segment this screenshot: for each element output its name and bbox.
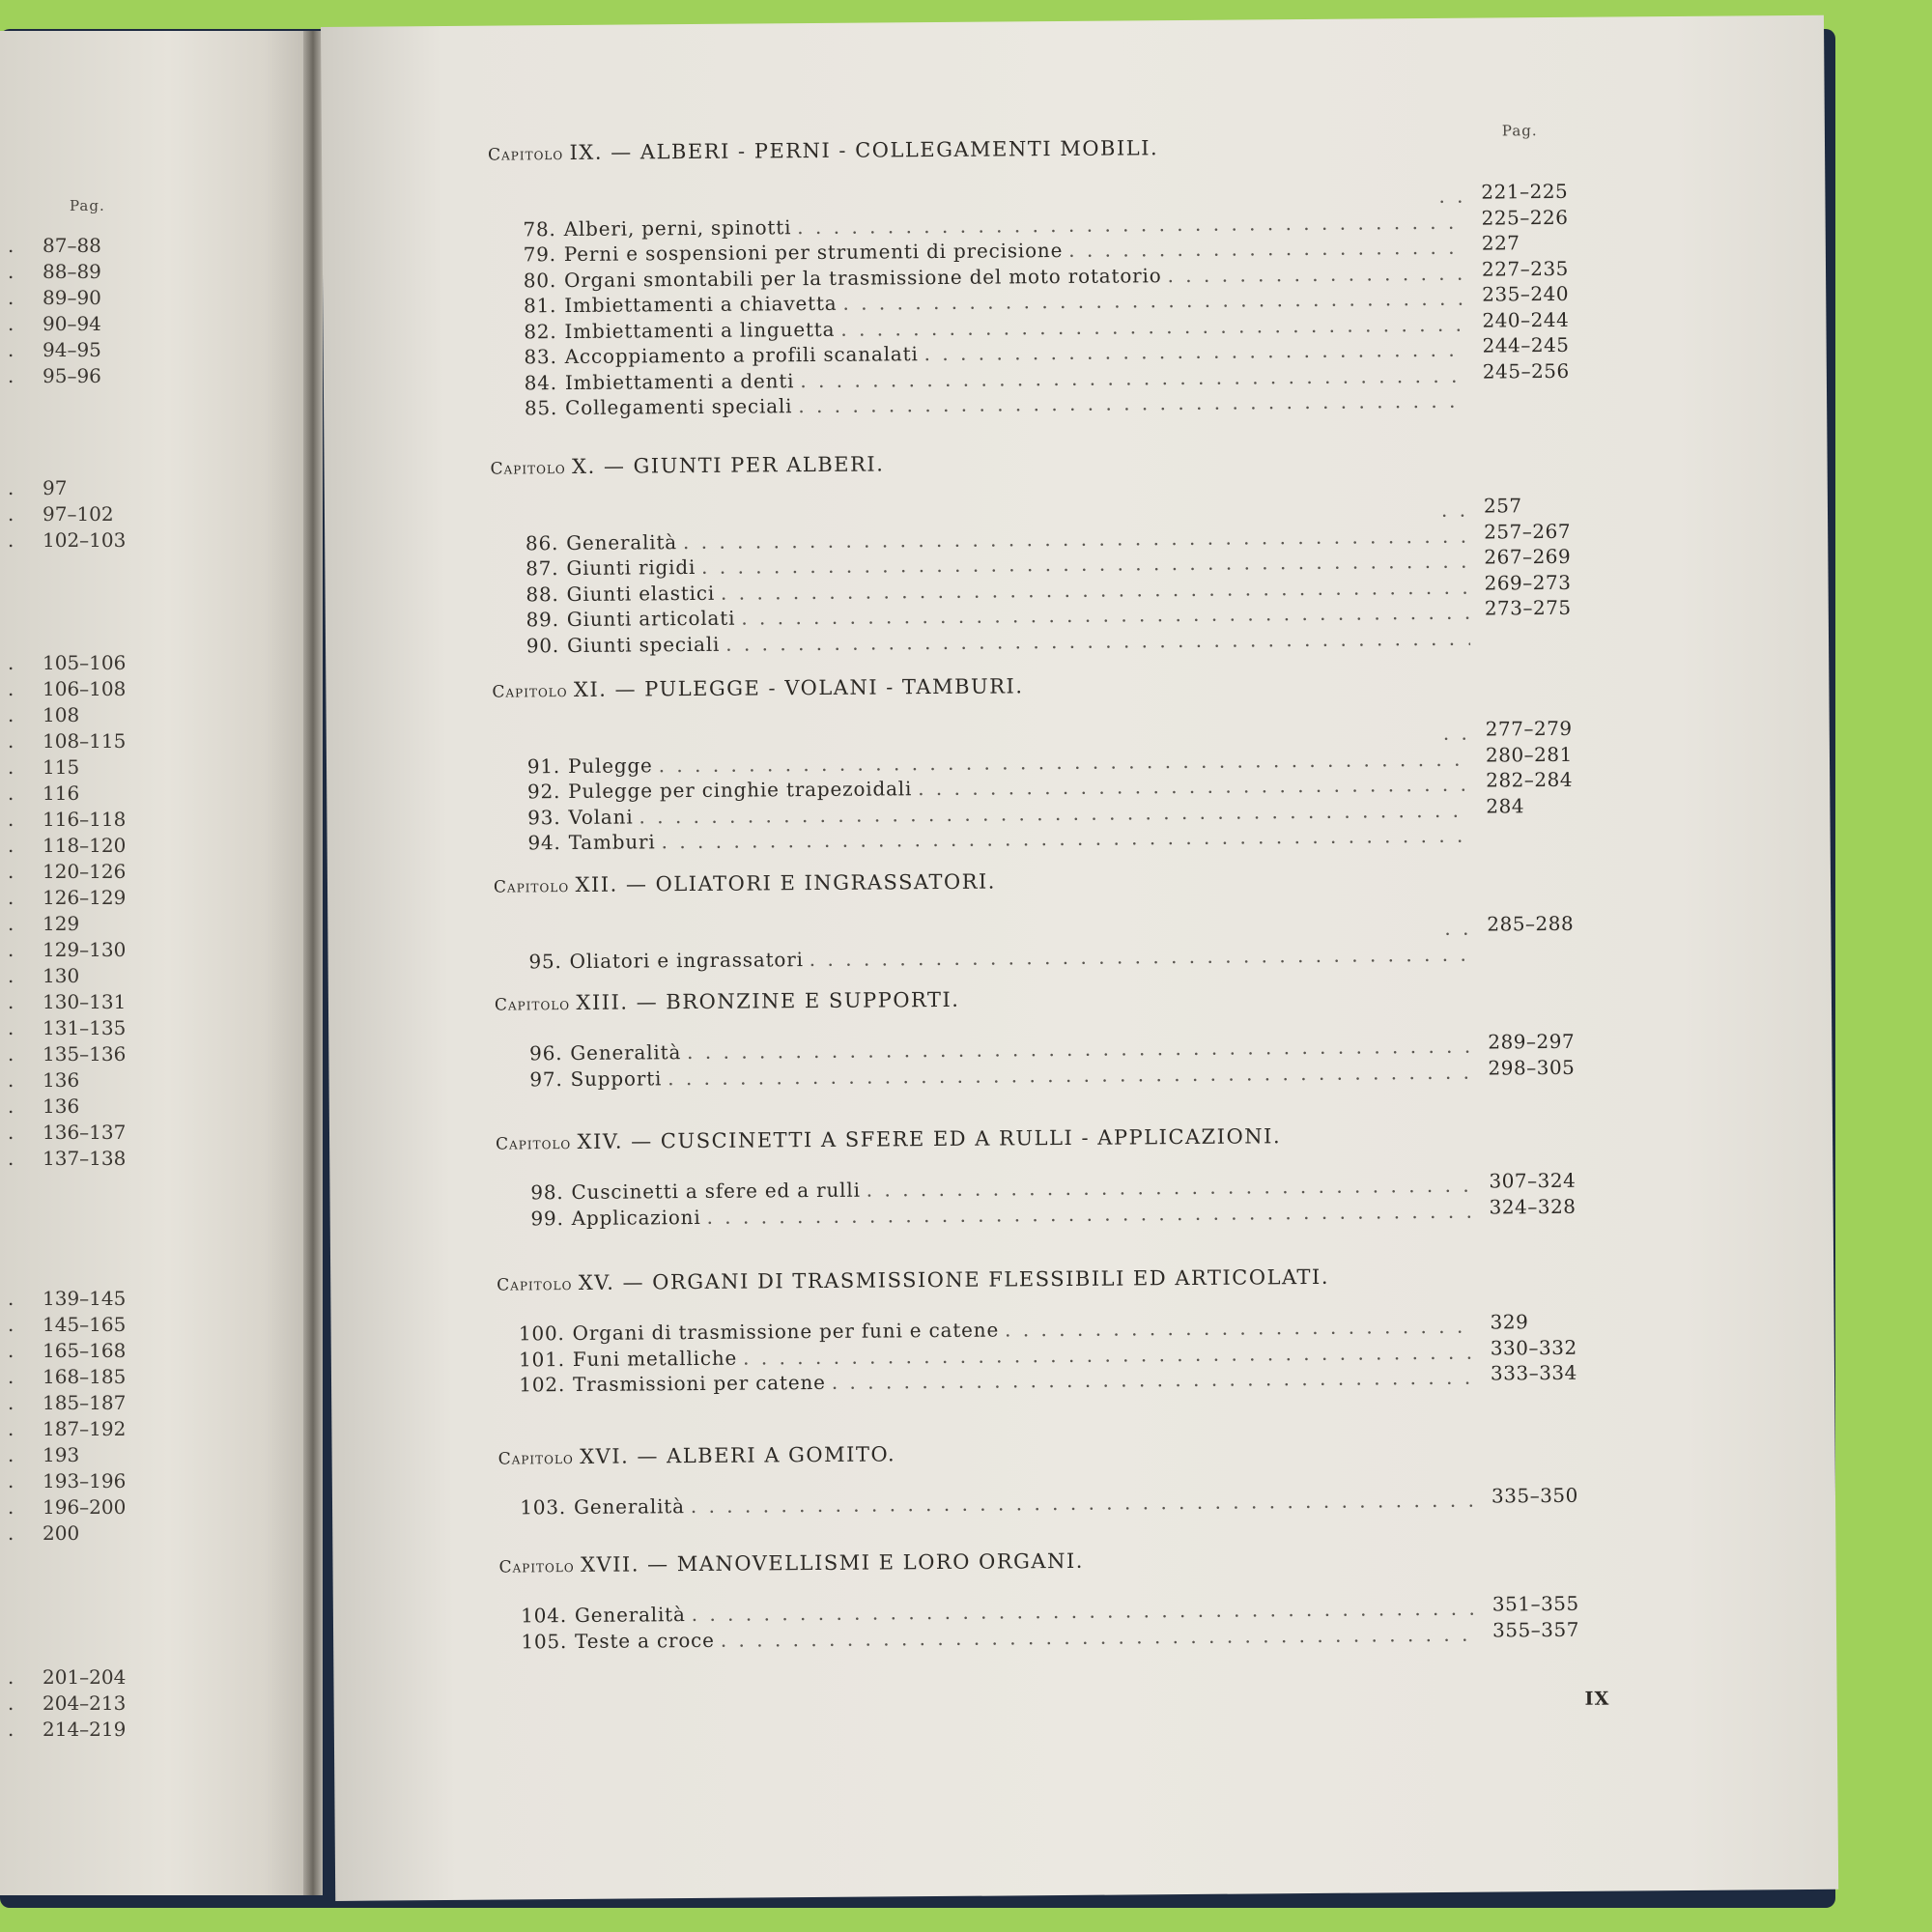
- left-page-number: [8, 1365, 126, 1388]
- leader-dots: [1167, 261, 1467, 286]
- left-page-number: [8, 1287, 126, 1310]
- leader-dot: .: [8, 1068, 14, 1092]
- left-page-number: [8, 886, 126, 909]
- leader-dot: .: [8, 1016, 14, 1039]
- entry-number: 97.: [529, 1066, 563, 1091]
- leader-dot: .: [8, 1521, 14, 1545]
- entry-number: 95.: [528, 949, 562, 973]
- entry-pages: 284: [1486, 793, 1525, 818]
- left-page-number: [8, 651, 126, 674]
- page-range: 136: [43, 1068, 80, 1092]
- chapter-leader: [1435, 498, 1474, 522]
- toc-entry[interactable]: [514, 1199, 1475, 1230]
- toc-entry[interactable]: [507, 389, 1468, 420]
- page-range: 168–185: [43, 1365, 127, 1388]
- entry-title: Generalità: [570, 1040, 682, 1065]
- entry-pages: 225–226: [1481, 205, 1569, 230]
- entry-title: Supporti: [570, 1065, 663, 1091]
- page-range: 97–102: [43, 502, 114, 526]
- leader-dots: [661, 824, 1471, 854]
- entry-number: 100.: [518, 1321, 565, 1346]
- chapter-title: XIV. — CUSCINETTI A SFERE ED A RULLI - APPLICAZIONI.: [577, 1124, 1282, 1153]
- leader-dots: [797, 210, 1467, 238]
- left-page-number: [8, 528, 126, 552]
- page-range: 126–129: [43, 886, 127, 909]
- page-range: 108–115: [43, 729, 127, 753]
- right-page: [321, 15, 1838, 1901]
- left-page-number: [8, 1391, 126, 1414]
- entry-title: Giunti articolati: [566, 606, 736, 632]
- chapter-heading: [495, 988, 960, 1015]
- entry-pages: 267–269: [1484, 544, 1572, 569]
- leader-dot: .: [8, 1417, 14, 1440]
- chapter-label: Capitolo: [496, 1133, 578, 1154]
- page-range: 129–130: [43, 938, 127, 961]
- page-range: 137–138: [43, 1147, 127, 1170]
- leader-dot: .: [8, 1443, 14, 1466]
- entry-pages: 330–332: [1490, 1335, 1577, 1360]
- leader-dots: [668, 1060, 1474, 1090]
- entry-number: 84.: [524, 370, 557, 394]
- chapter-leader: [1433, 185, 1471, 208]
- page-range: 90–94: [43, 312, 101, 335]
- chapter-heading: [498, 1549, 1084, 1577]
- leader-dots: [725, 626, 1470, 655]
- left-page-number: [8, 808, 126, 831]
- entry-title: Imbiettamenti a linguetta: [564, 317, 836, 343]
- entry-number: 94.: [527, 831, 561, 855]
- entry-title: Perni e sospensioni per strumenti di precisione: [563, 238, 1064, 267]
- toc-entry[interactable]: [509, 626, 1470, 657]
- chapter-label: Capitolo: [490, 458, 573, 479]
- leader-dot: .: [8, 312, 14, 335]
- entry-number: 96.: [529, 1041, 563, 1065]
- entry-pages: 282–284: [1486, 767, 1574, 792]
- left-page-number: [8, 286, 101, 309]
- leader-dots: [721, 1622, 1479, 1651]
- page-range: 97: [43, 476, 68, 499]
- chapter-heading: [496, 1124, 1281, 1153]
- page-range: 136–137: [43, 1121, 127, 1144]
- right-pag-label: Pag.: [1501, 122, 1538, 140]
- left-page-number: [8, 834, 126, 857]
- page-range: 120–126: [43, 860, 127, 883]
- chapter-pages: 277–279: [1485, 716, 1573, 741]
- leader-dot: .: [8, 729, 14, 753]
- leader-dot: .: [8, 912, 14, 935]
- entry-number: 92.: [526, 780, 561, 804]
- page-range: 136: [43, 1094, 80, 1118]
- page-range: 201–204: [43, 1665, 127, 1689]
- page-range: 94–95: [43, 338, 101, 361]
- page-range: 135–136: [43, 1042, 127, 1065]
- leader-dot: .: [8, 364, 14, 387]
- leader-dot: .: [8, 1121, 14, 1144]
- page-range: 185–187: [43, 1391, 127, 1414]
- leader-dot: .: [8, 964, 14, 987]
- page-range: 108: [43, 703, 80, 726]
- book-gutter: [303, 31, 323, 1895]
- left-page-number: [8, 1339, 126, 1362]
- leader-dot: .: [8, 286, 14, 309]
- entry-title: Oliatori e ingrassatori: [569, 947, 804, 973]
- entry-title: Generalità: [566, 529, 678, 554]
- chapter-pages: 257: [1483, 494, 1522, 518]
- page-range: 115: [43, 755, 80, 779]
- leader-dot: .: [8, 938, 14, 961]
- entry-number: 80.: [523, 268, 557, 292]
- leader-dot: .: [8, 476, 14, 499]
- entry-pages: 335–350: [1491, 1483, 1578, 1508]
- entry-number: 104.: [521, 1604, 568, 1628]
- entry-pages: 240–244: [1482, 307, 1570, 332]
- toc-entry[interactable]: [515, 1366, 1476, 1397]
- page-range: 87–88: [43, 234, 101, 257]
- entry-number: 88.: [526, 582, 559, 606]
- chapter-title: XII. — OLIATORI E INGRASSATORI.: [575, 869, 997, 896]
- entry-pages: 355–357: [1492, 1617, 1580, 1642]
- page-range: 187–192: [43, 1417, 127, 1440]
- left-page-number: [8, 1521, 79, 1545]
- page-number: IX: [1584, 1688, 1610, 1710]
- chapter-heading: [494, 870, 996, 897]
- left-page-number: [8, 234, 101, 257]
- leader-dot: .: [8, 1391, 14, 1414]
- left-page-number: [8, 729, 126, 753]
- toc-entry[interactable]: [512, 942, 1473, 973]
- entry-title: Tamburi: [568, 830, 656, 855]
- left-page-number: [8, 1691, 126, 1715]
- leader-dot: .: [8, 1718, 14, 1741]
- leader-dot: .: [8, 834, 14, 857]
- page-range: 193: [43, 1443, 80, 1466]
- page-range: 214–219: [43, 1718, 127, 1741]
- leader-dot: .: [8, 1365, 14, 1388]
- leader-dot: .: [8, 781, 14, 805]
- entry-number: 103.: [520, 1495, 567, 1520]
- left-pag-label: Pag.: [70, 197, 105, 214]
- left-page-number: [8, 1443, 79, 1466]
- chapter-label: Capitolo: [487, 144, 570, 165]
- leader-dot: .: [8, 703, 14, 726]
- entry-title: Teste a croce: [575, 1628, 715, 1653]
- page-range: 145–165: [43, 1313, 127, 1336]
- leader-dots: [743, 1340, 1476, 1369]
- chapter-heading: [488, 136, 1158, 164]
- entry-number: 89.: [526, 608, 559, 632]
- leader-dots: [706, 1199, 1474, 1228]
- leader-dot: .: [8, 528, 14, 552]
- page-range: 165–168: [43, 1339, 127, 1362]
- left-page-number: [8, 1147, 126, 1170]
- leader-dot: .: [8, 1094, 14, 1118]
- leader-dots: [842, 287, 1467, 315]
- entry-pages: 227: [1481, 231, 1520, 255]
- entry-number: 105.: [521, 1629, 568, 1653]
- entry-pages: 244–245: [1482, 332, 1570, 357]
- leader-dot: .: [8, 502, 14, 526]
- entry-number: 81.: [523, 294, 557, 318]
- entry-pages: 280–281: [1485, 742, 1573, 767]
- leader-dots: [691, 1489, 1477, 1518]
- leader-dot: .: [8, 1147, 14, 1170]
- table-of-contents: [321, 15, 1838, 1901]
- left-page-number: [8, 1016, 126, 1039]
- toc-entry[interactable]: [512, 1060, 1473, 1091]
- left-page-number: [8, 677, 126, 700]
- entry-title: Funi metalliche: [572, 1346, 738, 1371]
- left-page-number: [8, 703, 79, 726]
- chapter-label: Capitolo: [497, 1274, 579, 1295]
- entry-number: 91.: [526, 753, 561, 778]
- leader-dots: [639, 798, 1471, 828]
- page-range: 118–120: [43, 834, 127, 857]
- page-range: 105–106: [43, 651, 127, 674]
- leader-dot: .: [8, 1469, 14, 1492]
- page-range: 200: [43, 1521, 80, 1545]
- left-page-number: [8, 260, 101, 283]
- leader-dot: .: [8, 1339, 14, 1362]
- left-page-number: [8, 938, 126, 961]
- entry-title: Cuscinetti a sfere ed a rulli: [571, 1178, 861, 1204]
- leader-dots: [683, 524, 1469, 553]
- entry-title: Pulegge per cinghie trapezoidali: [568, 777, 913, 804]
- chapter-title: XV. — ORGANI DI TRASMISSIONE FLESSIBILI ED ARTICOLATI.: [578, 1264, 1330, 1294]
- page-range: 89–90: [43, 286, 101, 309]
- entry-title: Trasmissioni per catene: [572, 1370, 826, 1396]
- chapter-leader: [1438, 917, 1477, 940]
- left-page-number: [8, 476, 67, 499]
- entry-number: 86.: [525, 530, 559, 554]
- page-range: 130–131: [43, 990, 127, 1013]
- entry-title: Organi di trasmissione per funi e catene: [572, 1318, 1000, 1345]
- entry-title: Alberi, perni, spinotti: [563, 214, 792, 241]
- toc-entry[interactable]: [511, 824, 1472, 855]
- leader-dots: [840, 312, 1467, 340]
- leader-dot: .: [8, 260, 14, 283]
- entry-number: 101.: [519, 1347, 565, 1371]
- chapter-pages: 221–225: [1481, 179, 1569, 204]
- entry-pages: 227–235: [1481, 256, 1569, 281]
- page-range: 131–135: [43, 1016, 127, 1039]
- leader-dot: .: [8, 1042, 14, 1065]
- chapter-title: X. — GIUNTI PER ALBERI.: [572, 452, 885, 478]
- entry-pages: 329: [1490, 1310, 1529, 1334]
- left-page-number: [8, 1469, 126, 1492]
- chapter-label: Capitolo: [498, 1556, 582, 1577]
- page-range: 102–103: [43, 528, 127, 552]
- entry-title: Pulegge: [567, 753, 653, 778]
- leader-dots: [692, 1597, 1478, 1626]
- leader-dot: .: [8, 1691, 14, 1715]
- left-page-number: [8, 312, 101, 335]
- chapter-leader: [1437, 722, 1476, 745]
- left-page-number: [8, 364, 101, 387]
- entry-title: Organi smontabili per la trasmissione del moto rotatorio: [563, 263, 1162, 292]
- leader-dots: [687, 1035, 1473, 1064]
- page-range: 106–108: [43, 677, 127, 700]
- chapter-heading: [498, 1442, 896, 1468]
- leader-dots: [918, 773, 1471, 801]
- entry-title: Imbiettamenti a denti: [564, 368, 795, 394]
- entry-title: Giunti speciali: [566, 632, 721, 657]
- entry-pages: 235–240: [1482, 281, 1570, 306]
- leader-dots: [1005, 1315, 1476, 1342]
- chapter-label: Capitolo: [493, 876, 576, 897]
- leader-dot: .: [8, 808, 14, 831]
- entry-title: Imbiettamenti a chiavetta: [564, 291, 838, 318]
- leader-dot: .: [8, 234, 14, 257]
- chapter-title: XI. — PULEGGE - VOLANI - TAMBURI.: [573, 674, 1024, 701]
- chapter-heading: [492, 674, 1023, 701]
- left-page-number: [8, 1042, 126, 1065]
- left-page-number: [8, 1068, 79, 1092]
- leader-dots: [721, 575, 1470, 604]
- entry-number: 83.: [524, 345, 557, 369]
- entry-title: Generalità: [574, 1603, 686, 1627]
- entry-number: 78.: [523, 216, 556, 241]
- entry-title: Giunti rigidi: [566, 554, 696, 581]
- left-page-number: [8, 860, 126, 883]
- left-page-number: [8, 1417, 126, 1440]
- page-range: 116: [43, 781, 80, 805]
- left-page-number: [8, 1313, 126, 1336]
- entry-number: 79.: [523, 242, 556, 267]
- page-range: 88–89: [43, 260, 101, 283]
- entry-pages: 269–273: [1484, 570, 1572, 595]
- leader-dot: .: [8, 338, 14, 361]
- chapter-heading: [490, 452, 884, 478]
- leader-dots: [867, 1174, 1475, 1202]
- page-range: 196–200: [43, 1495, 127, 1519]
- entry-title: Volani: [568, 804, 634, 829]
- left-page: [0, 31, 307, 1895]
- leader-dots: [701, 550, 1469, 579]
- leader-dots: [659, 747, 1472, 777]
- chapter-title: IX. — ALBERI - PERNI - COLLEGAMENTI MOBILI.: [569, 136, 1159, 164]
- entry-number: 90.: [526, 633, 560, 657]
- leader-dots: [832, 1366, 1476, 1394]
- leader-dot: .: [8, 755, 14, 779]
- leader-dot: .: [8, 1287, 14, 1310]
- left-page-number: [8, 338, 101, 361]
- chapter-heading: [497, 1265, 1329, 1295]
- chapter-label: Capitolo: [497, 1448, 581, 1469]
- entry-title: Accoppiamento a profili scanalati: [564, 342, 919, 369]
- leader-dot: .: [8, 677, 14, 700]
- left-page-number: [8, 990, 126, 1013]
- leader-dot: .: [8, 1495, 14, 1519]
- leader-dot: .: [8, 1313, 14, 1336]
- chapter-label: Capitolo: [492, 681, 575, 702]
- chapter-title: XVII. — MANOVELLISMI E LORO ORGANI.: [580, 1548, 1084, 1577]
- left-page-number: [8, 964, 79, 987]
- left-page-number: [8, 755, 79, 779]
- toc-entry[interactable]: [516, 1489, 1477, 1520]
- page-range: 95–96: [43, 364, 101, 387]
- leader-dot: .: [8, 1665, 14, 1689]
- page-range: 139–145: [43, 1287, 127, 1310]
- entry-pages: 333–334: [1490, 1360, 1577, 1385]
- entry-pages: 289–297: [1488, 1029, 1576, 1054]
- leader-dot: .: [8, 990, 14, 1013]
- left-page-number: [8, 912, 79, 935]
- leader-dot: .: [8, 886, 14, 909]
- leader-dots: [741, 601, 1470, 630]
- left-page-number: [8, 1665, 126, 1689]
- chapter-pages: 285–288: [1487, 911, 1575, 936]
- page-range: 130: [43, 964, 80, 987]
- leader-dots: [810, 942, 1473, 970]
- chapter-label: Capitolo: [494, 994, 577, 1015]
- leader-dots: [798, 389, 1468, 417]
- entry-pages: 257–267: [1484, 519, 1572, 544]
- entry-title: Giunti elastici: [566, 581, 716, 606]
- entry-number: 102.: [519, 1373, 566, 1397]
- entry-pages: 245–256: [1482, 358, 1570, 384]
- entry-pages: 307–324: [1489, 1168, 1577, 1193]
- left-page-number: [8, 1094, 79, 1118]
- page-range: 204–213: [43, 1691, 127, 1715]
- entry-number: 82.: [524, 319, 557, 343]
- entry-number: 93.: [527, 805, 561, 829]
- entry-title: Generalità: [573, 1494, 685, 1519]
- left-page-number: [8, 1495, 126, 1519]
- entry-pages: 298–305: [1488, 1055, 1576, 1080]
- toc-entry[interactable]: [517, 1622, 1478, 1653]
- left-page-number: [8, 1718, 126, 1741]
- page-range: 129: [43, 912, 80, 935]
- entry-number: 85.: [524, 396, 558, 420]
- chapter-title: XVI. — ALBERI A GOMITO.: [580, 1442, 896, 1468]
- page-range: 116–118: [43, 808, 127, 831]
- entry-pages: 351–355: [1492, 1591, 1579, 1616]
- left-page-number: [8, 502, 114, 526]
- leader-dots: [1068, 236, 1467, 262]
- left-page-number: [8, 1121, 126, 1144]
- entry-pages: 273–275: [1484, 595, 1572, 620]
- leader-dots: [924, 338, 1468, 365]
- chapter-title: XIII. — BRONZINE E SUPPORTI.: [576, 987, 960, 1014]
- entry-number: 99.: [530, 1206, 564, 1230]
- entry-title: Collegamenti speciali: [565, 394, 793, 420]
- page-range: 193–196: [43, 1469, 127, 1492]
- entry-pages: 324–328: [1489, 1194, 1577, 1219]
- left-page-number: [8, 781, 79, 805]
- entry-number: 98.: [530, 1180, 564, 1205]
- entry-number: 87.: [526, 556, 559, 581]
- leader-dots: [800, 363, 1468, 391]
- leader-dot: .: [8, 651, 14, 674]
- entry-title: Applicazioni: [571, 1205, 701, 1230]
- leader-dot: .: [8, 860, 14, 883]
